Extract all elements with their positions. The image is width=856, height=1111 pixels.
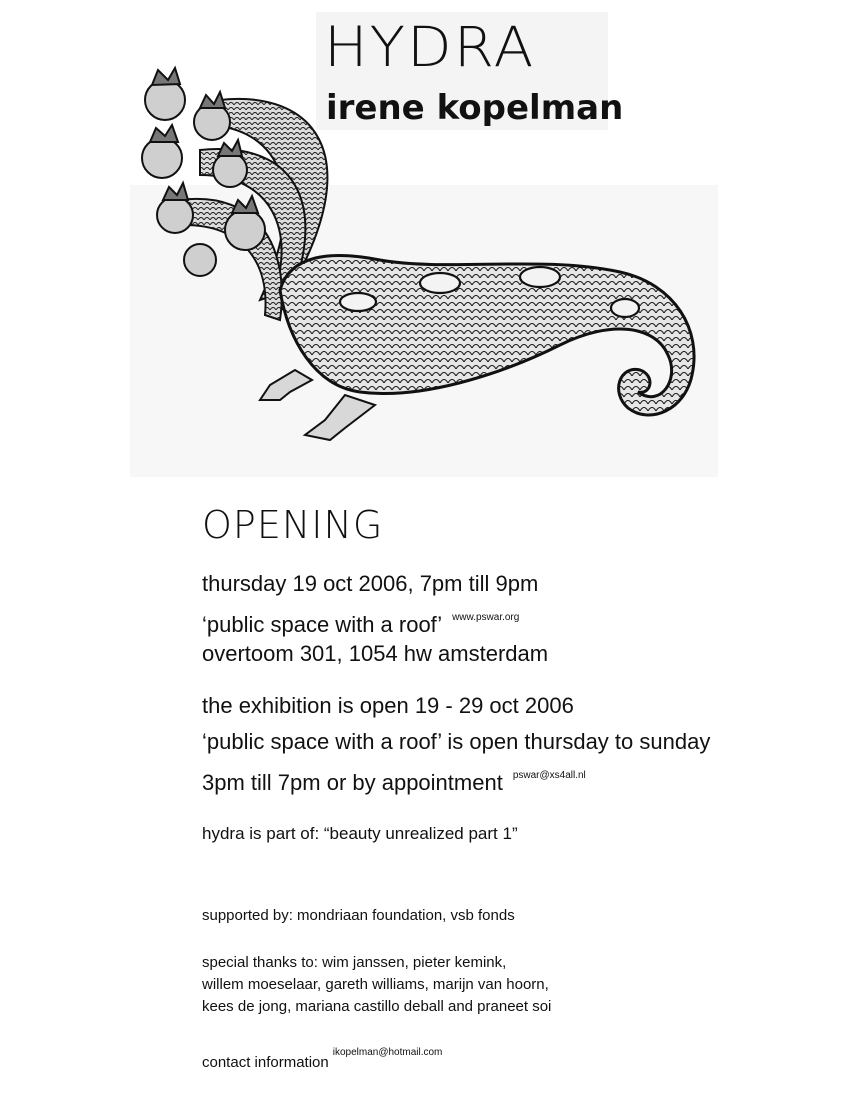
opening-venue-line	[202, 604, 519, 639]
exhibition-dates: the exhibition is open 19 - 29 oct 2006	[202, 693, 574, 718]
thanks-line-3: kees de jong, mariana castillo deball and praneet soi	[202, 998, 552, 1015]
contact-line	[202, 1043, 442, 1073]
hydra-body	[280, 255, 694, 415]
hydra-illustration-icon	[120, 40, 720, 480]
opening-heading: OPENING	[202, 503, 384, 547]
exhibition-hours: 3pm till 7pm or by appointment	[202, 770, 503, 795]
opening-date-time: thursday 19 oct 2006, 7pm till 9pm	[202, 571, 539, 596]
thanks-line-1: special thanks to: wim janssen, pieter kemink,	[202, 954, 507, 971]
venue-url: www.pswar.org	[452, 612, 520, 623]
thanks-line-2: willem moeselaar, gareth williams, marijn van hoorn,	[202, 976, 549, 993]
exhibition-hours-line	[202, 762, 586, 797]
contact-email: ikopelman@hotmail.com	[332, 1047, 443, 1058]
part-of-line: hydra is part of: “beauty unrealized part 1”	[202, 824, 518, 843]
exhibition-open-days: ‘public space with a roof’ is open thursday to sunday	[202, 729, 711, 754]
exhibition-email: pswar@xs4all.nl	[512, 770, 586, 781]
opening-venue: ‘public space with a roof’	[202, 612, 443, 637]
supported-by-line: supported by: mondriaan foundation, vsb fonds	[202, 907, 515, 924]
artist-name: irene kopelman	[326, 88, 624, 128]
contact-label: contact information	[202, 1054, 329, 1071]
page-title: HYDRA	[324, 14, 536, 80]
opening-address: overtoom 301, 1054 hw amsterdam	[202, 641, 549, 666]
